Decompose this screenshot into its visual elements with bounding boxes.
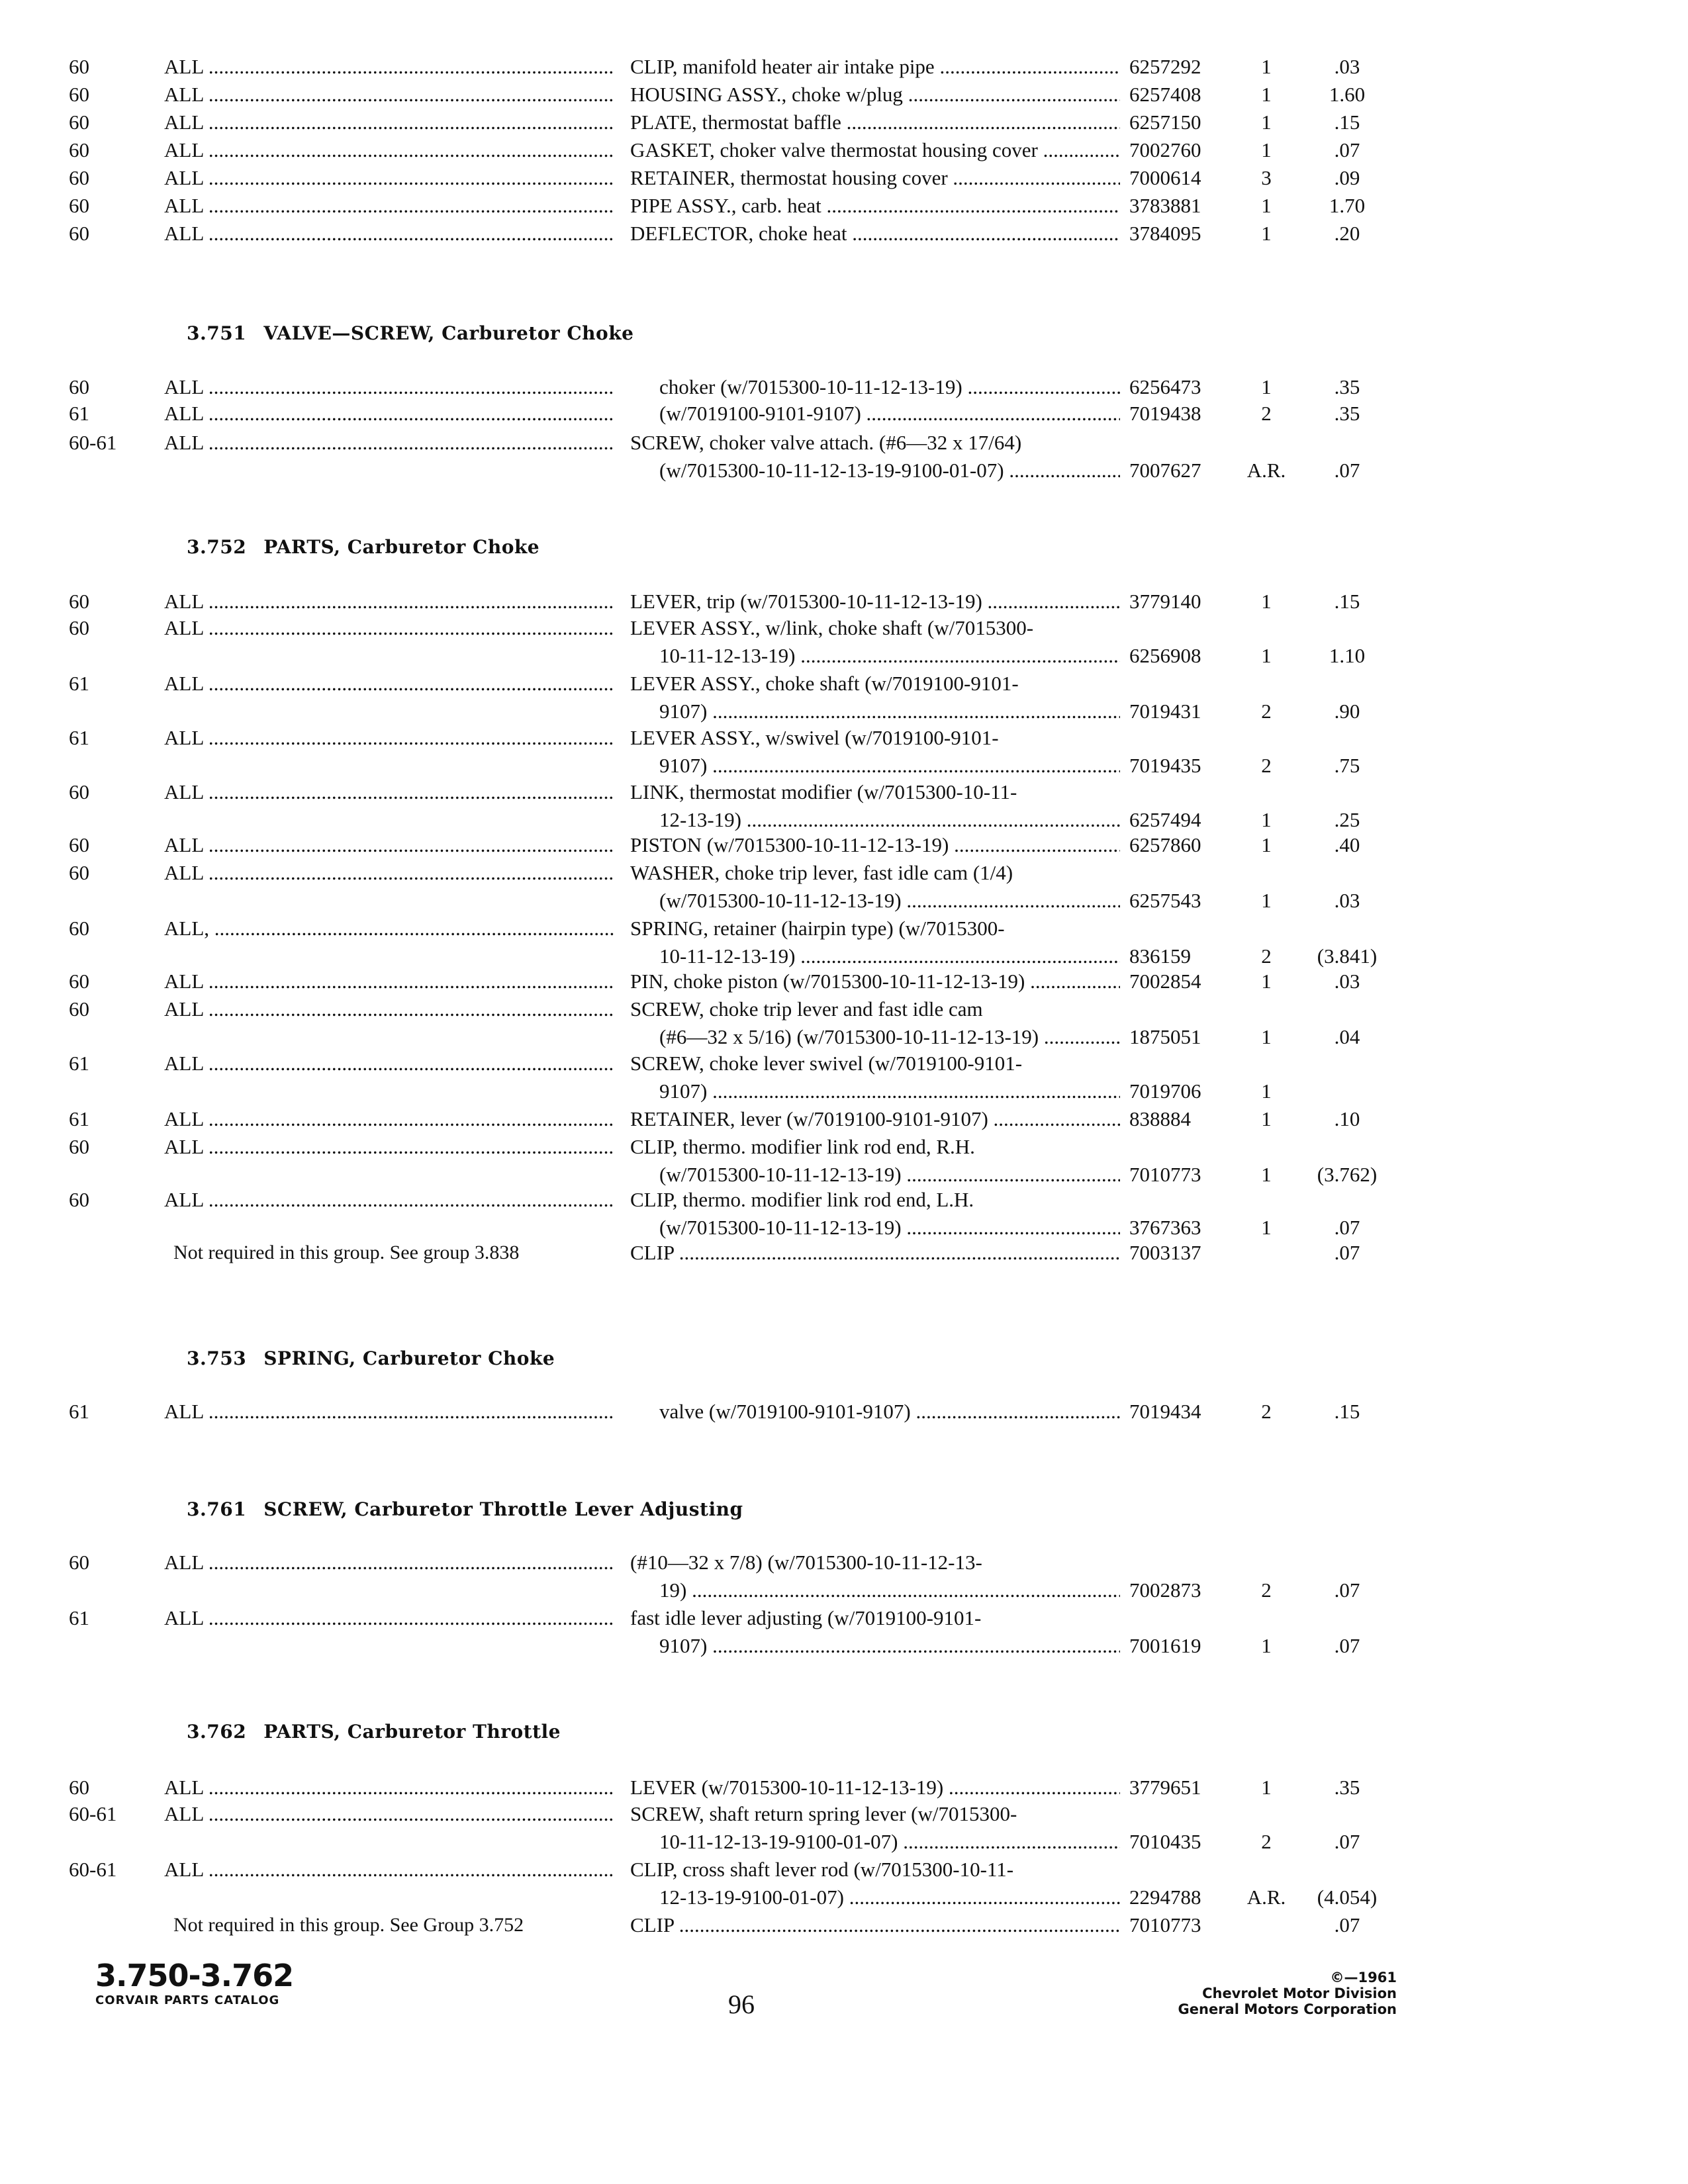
description-cell <box>630 724 1120 780</box>
section-heading <box>187 1721 561 1743</box>
description-line: SCREW, choke trip lever and fast idle cam <box>630 997 983 1021</box>
description-line: SCREW, choker valve attach. (#6—32 x 17/64) <box>630 431 1022 454</box>
description-cell <box>630 109 1120 136</box>
table-row <box>0 1604 1688 1660</box>
year-cell: 61 <box>69 1107 89 1130</box>
description-line: CLIP ..... <box>630 1239 1120 1267</box>
table-row <box>0 400 1688 428</box>
description-cell <box>630 164 1120 192</box>
description-cell <box>630 1911 1120 1939</box>
description-cell <box>630 1133 1120 1189</box>
description-cell <box>630 614 1120 670</box>
description-cell <box>630 136 1120 164</box>
table-row <box>0 588 1688 615</box>
description-cell <box>630 1856 1120 1911</box>
section-number: 3.762 <box>187 1721 247 1743</box>
model-cell: ALL ..... <box>164 670 614 698</box>
part-number-cell: 6256473 <box>1129 375 1201 398</box>
table-row <box>0 429 1688 484</box>
price-cell: .07 <box>1334 1241 1360 1264</box>
footer-company-2: General Motors Corporation <box>1178 2001 1397 2017</box>
section-title-main: VALVE—SCREW, <box>263 322 435 344</box>
model-cell: ALL ..... <box>164 1133 614 1161</box>
description-line: HOUSING ASSY., choke w/plug ..... <box>630 81 1120 109</box>
price-cell: .35 <box>1334 402 1360 425</box>
quantity-cell: 2 <box>1261 754 1272 777</box>
description-cell <box>630 1398 1120 1426</box>
quantity-cell: 1 <box>1261 1163 1272 1186</box>
table-row <box>0 109 1688 136</box>
model-cell: ALL ..... <box>164 1549 614 1576</box>
quantity-cell: 2 <box>1261 944 1272 968</box>
quantity-cell: 1 <box>1261 1025 1272 1048</box>
table-row <box>0 1050 1688 1105</box>
quantity-cell: 1 <box>1261 138 1272 161</box>
section-title-rest: Carburetor Choke <box>442 322 634 344</box>
year-cell: 61 <box>69 1052 89 1075</box>
description-line: PIN, choke piston (w/7015300-10-11-12-13-19) ..... <box>630 968 1120 995</box>
table-row <box>0 373 1688 401</box>
description-cell <box>630 373 1120 401</box>
section-number: 3.761 <box>187 1498 247 1520</box>
price-cell: .90 <box>1334 700 1360 723</box>
year-cell: 60 <box>69 1776 89 1799</box>
table-row <box>0 778 1688 834</box>
description-line: 9107) ..... <box>630 752 1120 780</box>
model-cell: ALL ..... <box>164 429 614 457</box>
table-row <box>0 1105 1688 1133</box>
part-number-cell: 7019438 <box>1129 402 1201 425</box>
footer-copyright: ©—1961 <box>1330 1970 1397 1985</box>
description-cell <box>630 1186 1120 1242</box>
year-cell: 60-61 <box>69 1858 117 1881</box>
description-line: (#10—32 x 7/8) (w/7015300-10-11-12-13- <box>630 1551 982 1574</box>
table-row <box>0 81 1688 109</box>
description-cell <box>630 1549 1120 1604</box>
description-line: 19) ..... <box>630 1576 1120 1604</box>
model-cell: ALL ..... <box>164 1604 614 1632</box>
model-cell: ALL ..... <box>164 724 614 752</box>
quantity-cell: A.R. <box>1246 459 1286 482</box>
part-number-cell: 1875051 <box>1129 1025 1201 1048</box>
price-cell: .75 <box>1334 754 1360 777</box>
part-number-cell: 7002854 <box>1129 970 1201 993</box>
description-line: 10-11-12-13-19-9100-01-07) ..... <box>630 1828 1120 1856</box>
model-cell: ALL ..... <box>164 400 614 428</box>
table-row <box>0 53 1688 81</box>
quantity-cell: 1 <box>1261 1107 1272 1130</box>
price-cell: 1.60 <box>1329 83 1366 106</box>
quantity-cell: 1 <box>1261 644 1272 667</box>
part-number-cell: 7000614 <box>1129 166 1201 189</box>
table-row <box>0 1133 1688 1189</box>
year-cell: 60 <box>69 194 89 217</box>
description-line: 12-13-19-9100-01-07) ..... <box>630 1884 1120 1911</box>
price-cell: (4.054) <box>1317 1886 1378 1909</box>
section-number: 3.753 <box>187 1347 247 1369</box>
footer-publisher <box>1178 1970 1397 2017</box>
price-cell: .15 <box>1334 590 1360 613</box>
footer-company-1: Chevrolet Motor Division <box>1202 1985 1397 2001</box>
part-number-cell: 836159 <box>1129 944 1191 968</box>
model-cell: ALL ..... <box>164 588 614 615</box>
table-row <box>0 915 1688 970</box>
quantity-cell: 1 <box>1261 590 1272 613</box>
description-line: GASKET, choker valve thermostat housing cover ..... <box>630 136 1120 164</box>
quantity-cell: 3 <box>1261 166 1272 189</box>
part-number-cell: 6257494 <box>1129 808 1201 831</box>
description-line: LEVER, trip (w/7015300-10-11-12-13-19) ..... <box>630 588 1120 615</box>
section-title-main: SPRING, <box>263 1347 356 1369</box>
quantity-cell: 2 <box>1261 1830 1272 1853</box>
table-row <box>0 164 1688 192</box>
description-line: DEFLECTOR, choke heat ..... <box>630 220 1120 248</box>
model-cell: ALL ..... <box>164 220 614 248</box>
price-cell: .03 <box>1334 55 1360 78</box>
description-line: 10-11-12-13-19) ..... <box>630 942 1120 970</box>
year-cell: 60 <box>69 833 89 856</box>
model-cell: ALL ..... <box>164 1105 614 1133</box>
description-line: 12-13-19) ..... <box>630 806 1120 834</box>
price-cell: .07 <box>1334 1913 1360 1936</box>
table-row <box>0 1856 1688 1911</box>
part-number-cell: 3779140 <box>1129 590 1201 613</box>
part-number-cell: 3767363 <box>1129 1216 1201 1239</box>
description-cell <box>630 1774 1120 1801</box>
quantity-cell: 1 <box>1261 1216 1272 1239</box>
year-cell: 60 <box>69 166 89 189</box>
table-row <box>0 1911 1688 1939</box>
table-row <box>0 859 1688 915</box>
model-cell: ALL ..... <box>164 1774 614 1801</box>
part-number-cell: 7019434 <box>1129 1400 1201 1423</box>
part-number-cell: 7010773 <box>1129 1163 1201 1186</box>
section-title-rest: Carburetor Choke <box>362 1347 555 1369</box>
section-heading <box>187 536 539 558</box>
year-cell: 60 <box>69 1135 89 1158</box>
table-row <box>0 1186 1688 1242</box>
year-cell: 61 <box>69 1400 89 1423</box>
description-cell <box>630 220 1120 248</box>
price-cell: .25 <box>1334 808 1360 831</box>
section-title-rest: Carburetor Throttle <box>347 1721 561 1743</box>
description-line: (w/7015300-10-11-12-13-19) ..... <box>630 1214 1120 1242</box>
description-cell <box>630 859 1120 915</box>
year-cell: 60 <box>69 111 89 134</box>
part-number-cell: 6256908 <box>1129 644 1201 667</box>
part-number-cell: 7019706 <box>1129 1079 1201 1103</box>
description-line: (w/7019100-9101-9107) ..... <box>630 400 1120 428</box>
price-cell: .03 <box>1334 889 1360 912</box>
description-line: CLIP ..... <box>630 1911 1120 1939</box>
table-row <box>0 724 1688 780</box>
price-cell: .03 <box>1334 970 1360 993</box>
year-cell: 61 <box>69 402 89 425</box>
model-cell: ALL ..... <box>164 968 614 995</box>
description-line: SCREW, choke lever swivel (w/7019100-9101- <box>630 1052 1023 1075</box>
price-cell: 1.70 <box>1329 194 1366 217</box>
table-row <box>0 1398 1688 1426</box>
quantity-cell: 2 <box>1261 402 1272 425</box>
quantity-cell: 2 <box>1261 1400 1272 1423</box>
quantity-cell: 2 <box>1261 1578 1272 1602</box>
table-row <box>0 670 1688 725</box>
quantity-cell: 1 <box>1261 833 1272 856</box>
description-line: CLIP, manifold heater air intake pipe ..... <box>630 53 1120 81</box>
quantity-cell: 1 <box>1261 375 1272 398</box>
price-cell: (3.762) <box>1317 1163 1378 1186</box>
year-cell: 60 <box>69 1551 89 1574</box>
description-cell <box>630 670 1120 725</box>
year-cell: 60 <box>69 616 89 639</box>
year-cell: 60-61 <box>69 431 117 454</box>
year-cell: 61 <box>69 726 89 749</box>
quantity-cell: 1 <box>1261 1079 1272 1103</box>
price-cell: .35 <box>1334 1776 1360 1799</box>
footer-group-code: 3.750-3.762 <box>95 1958 294 1993</box>
description-cell <box>630 968 1120 995</box>
part-number-cell: 7002873 <box>1129 1578 1201 1602</box>
model-cell: ALL ..... <box>164 136 614 164</box>
description-cell <box>630 588 1120 615</box>
part-number-cell: 7007627 <box>1129 459 1201 482</box>
year-cell: 60-61 <box>69 1802 117 1825</box>
price-cell: .07 <box>1334 1216 1360 1239</box>
description-cell <box>630 778 1120 834</box>
quantity-cell: 1 <box>1261 970 1272 993</box>
description-cell <box>630 995 1120 1051</box>
description-line: 9107) ..... <box>630 1077 1120 1105</box>
description-line: SCREW, shaft return spring lever (w/7015300- <box>630 1802 1017 1825</box>
table-row <box>0 192 1688 220</box>
group-note: Not required in this group. See Group 3.752 <box>173 1914 524 1936</box>
description-line: (#6—32 x 5/16) (w/7015300-10-11-12-13-19) ..... <box>630 1023 1120 1051</box>
part-number-cell: 7019435 <box>1129 754 1201 777</box>
description-line: 10-11-12-13-19) ..... <box>630 642 1120 670</box>
part-number-cell: 7003137 <box>1129 1241 1201 1264</box>
description-line: (w/7015300-10-11-12-13-19) ..... <box>630 1161 1120 1189</box>
description-cell <box>630 400 1120 428</box>
part-number-cell: 6257150 <box>1129 111 1201 134</box>
quantity-cell: 1 <box>1261 55 1272 78</box>
page-number: 96 <box>728 1989 755 2019</box>
table-row <box>0 220 1688 248</box>
section-heading <box>187 1347 555 1369</box>
quantity-cell: 1 <box>1261 1776 1272 1799</box>
part-number-cell: 6257543 <box>1129 889 1201 912</box>
description-cell <box>630 1239 1120 1267</box>
table-row <box>0 1239 1688 1267</box>
year-cell: 60 <box>69 222 89 245</box>
year-cell: 60 <box>69 780 89 803</box>
section-number: 3.751 <box>187 322 247 344</box>
section-title-rest: Carburetor Choke <box>347 536 540 558</box>
year-cell: 60 <box>69 861 89 884</box>
model-cell: ALL ..... <box>164 831 614 859</box>
description-cell <box>630 429 1120 484</box>
description-cell <box>630 1604 1120 1660</box>
price-cell: .09 <box>1334 166 1360 189</box>
price-cell: 1.10 <box>1329 644 1366 667</box>
section-heading <box>187 1498 743 1520</box>
description-cell <box>630 192 1120 220</box>
model-cell: ALL ..... <box>164 859 614 887</box>
part-number-cell: 7001619 <box>1129 1634 1201 1657</box>
table-row <box>0 136 1688 164</box>
price-cell: .15 <box>1334 1400 1360 1423</box>
group-note: Not required in this group. See group 3.838 <box>173 1242 520 1263</box>
description-line: CLIP, thermo. modifier link rod end, R.H. <box>630 1135 975 1158</box>
part-number-cell: 3784095 <box>1129 222 1201 245</box>
part-number-cell: 6257292 <box>1129 55 1201 78</box>
model-cell: ALL ..... <box>164 995 614 1023</box>
part-number-cell: 7010773 <box>1129 1913 1201 1936</box>
description-line: LINK, thermostat modifier (w/7015300-10-11- <box>630 780 1017 803</box>
description-line: LEVER (w/7015300-10-11-12-13-19) ..... <box>630 1774 1120 1801</box>
table-row <box>0 831 1688 859</box>
model-cell: ALL ..... <box>164 192 614 220</box>
description-cell <box>630 53 1120 81</box>
model-cell: ALL ..... <box>164 1856 614 1884</box>
year-cell: 60 <box>69 83 89 106</box>
part-number-cell: 7002760 <box>1129 138 1201 161</box>
price-cell: .07 <box>1334 1578 1360 1602</box>
model-cell: ALL ..... <box>164 373 614 401</box>
part-number-cell: 3779651 <box>1129 1776 1201 1799</box>
year-cell: 61 <box>69 1606 89 1629</box>
model-cell: ALL ..... <box>164 1398 614 1426</box>
quantity-cell: 1 <box>1261 222 1272 245</box>
model-cell: ALL ..... <box>164 1050 614 1077</box>
section-title-main: PARTS, <box>263 536 341 558</box>
model-cell: ALL ..... <box>164 53 614 81</box>
part-number-cell: 6257860 <box>1129 833 1201 856</box>
description-line: CLIP, cross shaft lever rod (w/7015300-10-11- <box>630 1858 1014 1881</box>
year-cell: 60 <box>69 138 89 161</box>
quantity-cell: 1 <box>1261 194 1272 217</box>
description-cell <box>630 1050 1120 1105</box>
section-number: 3.752 <box>187 536 247 558</box>
description-cell <box>630 1105 1120 1133</box>
price-cell: .07 <box>1334 1634 1360 1657</box>
table-row <box>0 1800 1688 1856</box>
model-cell: ALL ..... <box>164 109 614 136</box>
part-number-cell: 838884 <box>1129 1107 1191 1130</box>
part-number-cell: 6257408 <box>1129 83 1201 106</box>
description-line: LEVER ASSY., choke shaft (w/7019100-9101- <box>630 672 1019 695</box>
description-line: valve (w/7019100-9101-9107) ..... <box>630 1398 1120 1426</box>
quantity-cell: 1 <box>1261 808 1272 831</box>
quantity-cell: A.R. <box>1246 1886 1286 1909</box>
description-line: 9107) ..... <box>630 698 1120 725</box>
description-line: fast idle lever adjusting (w/7019100-9101- <box>630 1606 982 1629</box>
description-cell <box>630 915 1120 970</box>
quantity-cell: 1 <box>1261 83 1272 106</box>
year-cell: 61 <box>69 672 89 695</box>
year-cell: 60 <box>69 375 89 398</box>
description-line: RETAINER, lever (w/7019100-9101-9107) ..... <box>630 1105 1120 1133</box>
price-cell: .40 <box>1334 833 1360 856</box>
description-line: WASHER, choke trip lever, fast idle cam (1/4) <box>630 861 1013 884</box>
quantity-cell: 1 <box>1261 889 1272 912</box>
model-cell: ALL ..... <box>164 1186 614 1214</box>
year-cell: 60 <box>69 997 89 1021</box>
description-cell <box>630 831 1120 859</box>
section-title-main: SCREW, <box>263 1498 348 1520</box>
table-row <box>0 1774 1688 1801</box>
table-row <box>0 995 1688 1051</box>
table-row <box>0 968 1688 995</box>
section-title-main: PARTS, <box>263 1721 341 1743</box>
description-line: 9107) ..... <box>630 1632 1120 1660</box>
section-heading <box>187 322 633 344</box>
price-cell: .07 <box>1334 1830 1360 1853</box>
description-line: choker (w/7015300-10-11-12-13-19) ..... <box>630 373 1120 401</box>
price-cell: (3.841) <box>1317 944 1378 968</box>
price-cell: .04 <box>1334 1025 1360 1048</box>
description-line: SPRING, retainer (hairpin type) (w/7015300- <box>630 917 1005 940</box>
model-cell: ALL ..... <box>164 1800 614 1828</box>
price-cell: .35 <box>1334 375 1360 398</box>
quantity-cell: 2 <box>1261 700 1272 723</box>
price-cell: .07 <box>1334 459 1360 482</box>
description-cell <box>630 81 1120 109</box>
description-line: CLIP, thermo. modifier link rod end, L.H. <box>630 1188 974 1211</box>
year-cell: 60 <box>69 1188 89 1211</box>
part-number-cell: 7010435 <box>1129 1830 1201 1853</box>
model-cell: ALL ..... <box>164 81 614 109</box>
model-cell: ALL ..... <box>164 778 614 806</box>
price-cell: .20 <box>1334 222 1360 245</box>
table-row <box>0 614 1688 670</box>
description-line: PISTON (w/7015300-10-11-12-13-19) ..... <box>630 831 1120 859</box>
year-cell: 60 <box>69 917 89 940</box>
model-cell: ALL, ..... <box>164 915 614 942</box>
description-line: LEVER ASSY., w/swivel (w/7019100-9101- <box>630 726 999 749</box>
description-line: (w/7015300-10-11-12-13-19-9100-01-07) ..... <box>630 457 1120 484</box>
model-cell: ALL ..... <box>164 164 614 192</box>
description-line: RETAINER, thermostat housing cover ..... <box>630 164 1120 192</box>
year-cell: 60 <box>69 970 89 993</box>
model-cell: ALL ..... <box>164 614 614 642</box>
year-cell: 60 <box>69 55 89 78</box>
quantity-cell: 1 <box>1261 111 1272 134</box>
description-cell <box>630 1800 1120 1856</box>
part-number-cell: 7019431 <box>1129 700 1201 723</box>
price-cell: .10 <box>1334 1107 1360 1130</box>
section-title-rest: Carburetor Throttle Lever Adjusting <box>354 1498 743 1520</box>
part-number-cell: 3783881 <box>1129 194 1201 217</box>
price-cell: .07 <box>1334 138 1360 161</box>
part-number-cell: 2294788 <box>1129 1886 1201 1909</box>
description-line: PIPE ASSY., carb. heat ..... <box>630 192 1120 220</box>
year-cell: 60 <box>69 590 89 613</box>
quantity-cell: 1 <box>1261 1634 1272 1657</box>
description-line: PLATE, thermostat baffle ..... <box>630 109 1120 136</box>
table-row <box>0 1549 1688 1604</box>
description-line: (w/7015300-10-11-12-13-19) ..... <box>630 887 1120 915</box>
description-line: LEVER ASSY., w/link, choke shaft (w/7015300- <box>630 616 1034 639</box>
price-cell: .15 <box>1334 111 1360 134</box>
footer-catalog-name: CORVAIR PARTS CATALOG <box>95 1993 280 2007</box>
